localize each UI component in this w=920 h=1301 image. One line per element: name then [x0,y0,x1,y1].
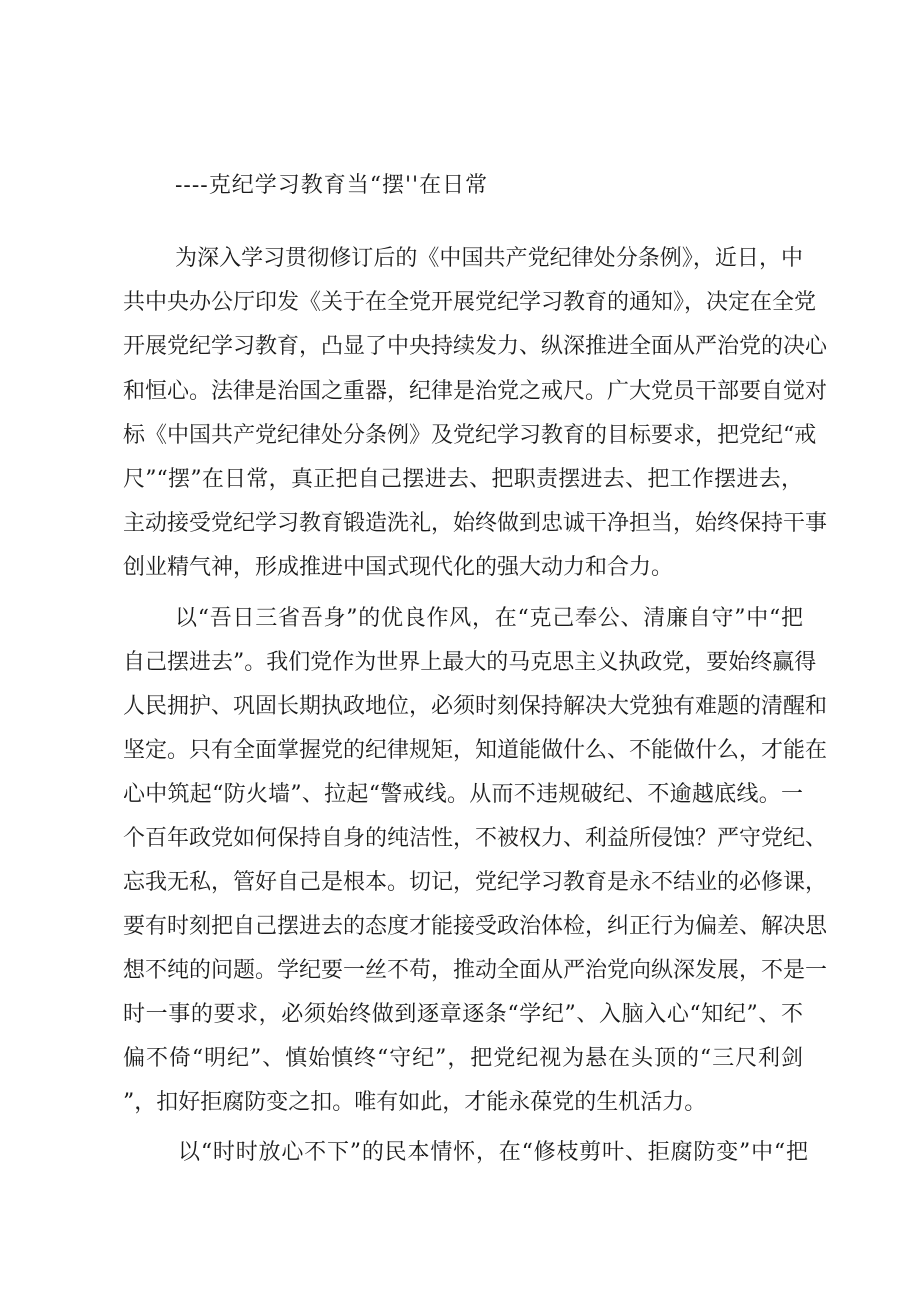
paragraph-2-line-6: 个百年政党如何保持自身的纯洁性，不被权力、利益所侵蚀？严守党纪、 [123,826,828,851]
paragraph-1-line-6: 尺”“摆”在日常，真正把自己摆进去、把职责摆进去、把工作摆进去， [123,467,803,492]
paragraph-2-line-2: 自己摆进去”。我们党作为世界上最大的马克思主义执政党，要始终赢得 [123,650,817,675]
paragraph-2-line-12: ”，扣好拒腐防变之扣。唯有如此，才能永葆党的生机活力。 [123,1090,707,1115]
paragraph-3-line-1: 以“时时放心不下”的民本情怀，在“修枝剪叶、拒腐防变”中“把 [178,1140,808,1165]
paragraph-1-line-4: 和恒心。法律是治国之重器，纪律是治党之戒尺。广大党员干部要自觉对 [123,379,828,404]
paragraph-2-line-1: 以“吾日三省吾身”的优良作风，在“克己奉公、清廉自守”中“把 [175,606,803,631]
paragraph-1-line-1: 为深入学习贯彻修订后的《中国共产党纪律处分条例》，近日，中 [175,246,803,271]
paragraph-2-line-10: 时一事的要求，必须始终做到逐章逐条“学纪”、入脑入心“知纪”、不 [123,1002,803,1027]
document-subtitle: ----克纪学习教育当“摆''在日常 [175,173,489,198]
paragraph-1-line-8: 创业精气神，形成推进中国式现代化的强大动力和合力。 [123,555,674,580]
paragraph-1-line-5: 标《中国共产党纪律处分条例》及党纪学习教育的目标要求，把党纪“戒 [123,423,817,448]
paragraph-2-line-4: 坚定。只有全面掌握党的纪律规矩，知道能做什么、不能做什么，才能在 [123,738,828,763]
paragraph-1-line-2: 共中央办公厅印发《关于在全党开展党纪学习教育的通知》，决定在全党 [123,290,817,315]
paragraph-1-line-7: 主动接受党纪学习教育锻造洗礼，始终做到忠诚干净担当，始终保持干事 [123,511,828,536]
paragraph-2-line-11: 偏不倚“明纪”、慎始慎终“守纪”，把党纪视为悬在头顶的“三尺利剑 [123,1046,803,1071]
paragraph-2-line-7: 忘我无私，管好自己是根本。切记，党纪学习教育是永不结业的必修课， [123,870,828,895]
paragraph-2-line-8: 要有时刻把自己摆进去的态度才能接受政治体检，纠正行为偏差、解决思 [123,914,828,939]
paragraph-2-line-3: 人民拥护、巩固长期执政地位，必须时刻保持解决大党独有难题的清醒和 [123,694,828,719]
paragraph-2-line-9: 想不纯的问题。学纪要一丝不苟，推动全面从严治党向纵深发展，不是一 [123,958,828,983]
paragraph-2-line-5: 心中筑起“防火墙”、拉起“警戒线。从而不违规破纪、不逾越底线。一 [123,782,803,807]
paragraph-1-line-3: 开展党纪学习教育，凸显了中央持续发力、纵深推进全面从严治党的决心 [123,334,828,359]
